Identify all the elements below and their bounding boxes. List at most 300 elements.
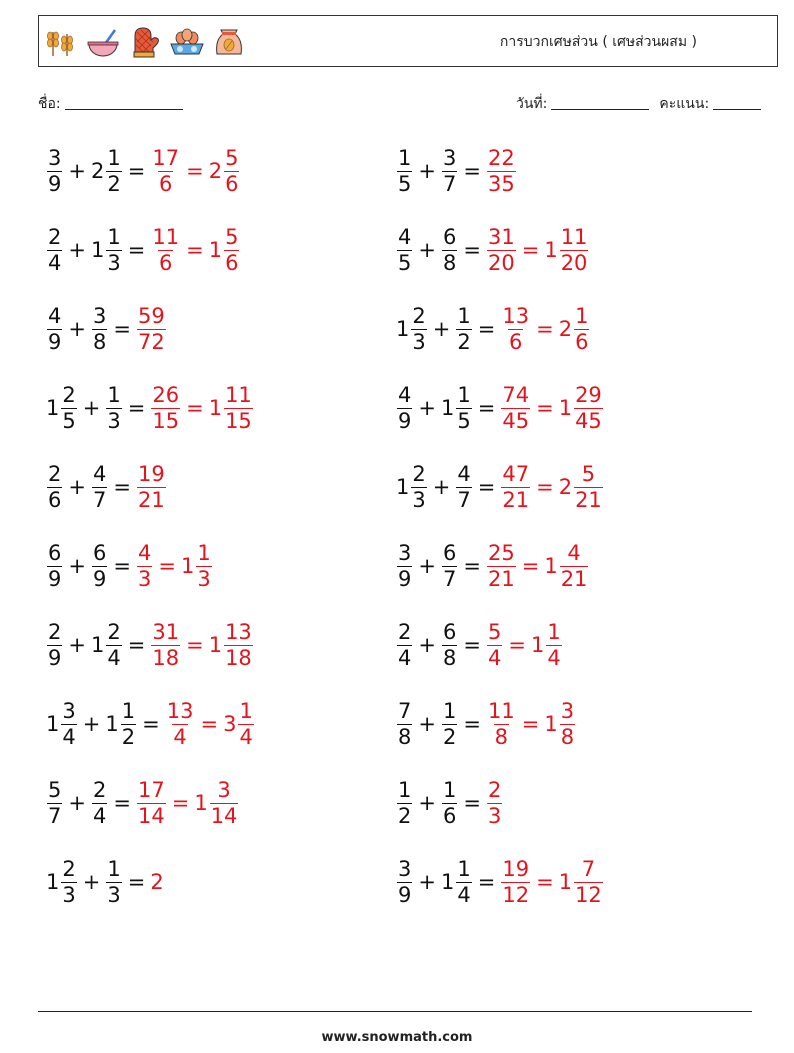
numerator: 1 [398, 145, 412, 170]
problem-row [396, 693, 576, 755]
answer [500, 461, 603, 512]
numerator: 5 [487, 619, 502, 644]
mixed-number [46, 619, 63, 670]
mixed-number [90, 619, 123, 670]
denominator: 18 [152, 645, 180, 670]
whole-part: 1 [396, 317, 410, 341]
mixed-number [46, 698, 78, 749]
mixed-number [150, 145, 181, 196]
name-blank[interactable] [65, 95, 183, 110]
numerator: 29 [575, 382, 602, 407]
mixed-number [396, 540, 413, 591]
numerator: 1 [398, 777, 412, 802]
numerator: 4 [48, 303, 62, 328]
fraction [92, 777, 107, 828]
mixed-number [500, 303, 531, 354]
denominator: 4 [107, 645, 121, 670]
fraction [106, 145, 121, 196]
plus-sign: + [418, 554, 436, 578]
equals-sign: = [113, 791, 131, 815]
denominator: 8 [442, 250, 457, 275]
denominator: 4 [487, 645, 502, 670]
numerator: 2 [48, 224, 62, 249]
whole-part: 1 [90, 238, 105, 262]
denominator: 72 [137, 329, 165, 354]
numerator: 4 [567, 540, 581, 565]
mixed-number [396, 303, 428, 354]
whole-part: 2 [150, 870, 164, 894]
plus-sign: + [418, 396, 436, 420]
date-label: วันที่: [516, 96, 548, 112]
fraction [106, 856, 121, 907]
fraction [106, 619, 121, 670]
fraction [397, 777, 412, 828]
plus-sign: + [418, 633, 436, 657]
equals-sign: = [113, 317, 131, 341]
denominator: 35 [487, 171, 515, 196]
fraction [560, 540, 589, 591]
fraction [166, 698, 195, 749]
numerator: 6 [48, 540, 62, 565]
denominator: 3 [137, 566, 152, 591]
whole-part: 1 [208, 396, 223, 420]
fraction [501, 856, 530, 907]
mixed-number [136, 303, 167, 354]
denominator: 18 [225, 645, 252, 670]
numerator: 1 [547, 619, 561, 644]
whole-part: 1 [105, 712, 119, 736]
numerator: 2 [412, 461, 426, 486]
numerator: 1 [107, 224, 121, 249]
whole-part: 3 [223, 712, 237, 736]
fraction [397, 382, 412, 433]
problem-row [46, 456, 167, 518]
numerator: 17 [152, 145, 180, 170]
fraction [92, 540, 107, 591]
denominator: 12 [502, 882, 530, 907]
mixed-number [46, 303, 63, 354]
equals-sign: = [127, 238, 146, 262]
fraction [47, 145, 62, 196]
numerator: 1 [107, 145, 121, 170]
numerator: 3 [398, 856, 412, 881]
numerator: 13 [225, 619, 252, 644]
plus-sign: + [68, 475, 86, 499]
numerator: 59 [137, 303, 165, 328]
problem-row [46, 140, 240, 202]
whole-part: 2 [208, 159, 223, 183]
mixed-number [500, 461, 531, 512]
answer [150, 382, 253, 433]
equals-sign: = [463, 159, 481, 183]
numerator: 5 [225, 145, 239, 170]
denominator: 2 [398, 803, 412, 828]
equals-sign: = [536, 475, 554, 499]
denominator: 15 [225, 408, 252, 433]
fraction [224, 224, 239, 275]
numerator: 1 [457, 856, 471, 881]
fraction [61, 382, 76, 433]
mixed-number [396, 698, 413, 749]
equals-sign: = [521, 554, 540, 578]
mixed-number [544, 698, 576, 749]
numerator: 22 [487, 145, 515, 170]
mixed-number [486, 619, 503, 670]
numerator: 5 [225, 224, 239, 249]
numerator: 11 [152, 224, 180, 249]
denominator: 4 [48, 250, 62, 275]
numerator: 6 [442, 540, 457, 565]
mixed-number [46, 856, 78, 907]
whole-part: 1 [90, 633, 105, 657]
mixed-number [208, 145, 241, 196]
numerator: 1 [442, 698, 457, 723]
mixed-number [136, 540, 153, 591]
fraction [224, 145, 239, 196]
numerator: 5 [581, 461, 596, 486]
mixed-number [500, 382, 531, 433]
fraction [47, 619, 62, 670]
numerator: 1 [442, 777, 457, 802]
fraction [574, 461, 603, 512]
whole-part: 2 [558, 475, 573, 499]
equals-sign: = [463, 712, 481, 736]
whole-part: 1 [46, 712, 60, 736]
fraction [137, 461, 166, 512]
denominator: 9 [398, 408, 412, 433]
plus-sign: + [418, 712, 436, 736]
fraction [456, 382, 471, 433]
mixed-number [91, 303, 108, 354]
fraction [574, 303, 589, 354]
equals-sign: = [521, 238, 540, 262]
fraction [106, 224, 121, 275]
mixed-number [165, 698, 196, 749]
mixed-number [544, 540, 589, 591]
mixed-number [558, 856, 604, 907]
numerator: 2 [487, 777, 502, 802]
mixed-number [46, 461, 63, 512]
fraction [442, 619, 457, 670]
fraction [47, 540, 62, 591]
denominator: 21 [137, 487, 165, 512]
mixed-number [194, 777, 239, 828]
fraction [442, 224, 457, 275]
name-label: ชื่อ: [38, 96, 61, 112]
mixed-number [46, 540, 63, 591]
problem-row [396, 851, 604, 913]
denominator: 3 [197, 566, 211, 591]
answer [500, 856, 603, 907]
footer-url: www.snowmath.com [321, 1030, 473, 1045]
numerator: 13 [166, 698, 194, 723]
whole-part: 1 [440, 870, 455, 894]
denominator: 7 [442, 171, 457, 196]
fraction [442, 145, 457, 196]
plus-sign: + [68, 554, 86, 578]
problem-row [46, 693, 255, 755]
problem-row [396, 614, 563, 676]
numerator: 7 [581, 856, 596, 881]
fraction [106, 382, 121, 433]
numerator: 2 [48, 461, 62, 486]
numerator: 4 [457, 461, 471, 486]
denominator: 5 [398, 171, 412, 196]
mixed-number [544, 224, 589, 275]
fraction [137, 540, 152, 591]
problem-row [46, 535, 213, 597]
denominator: 8 [442, 645, 457, 670]
numerator: 2 [48, 619, 62, 644]
fraction [397, 619, 412, 670]
mixed-number [530, 619, 563, 670]
denominator: 2 [107, 171, 121, 196]
name-field [38, 93, 183, 115]
fraction [397, 698, 412, 749]
plus-sign: + [68, 791, 86, 815]
equals-sign: = [127, 396, 146, 420]
fraction [137, 303, 166, 354]
denominator: 8 [560, 724, 575, 749]
date-blank[interactable] [551, 95, 649, 110]
numerator: 1 [107, 856, 121, 881]
worksheet-header [38, 15, 778, 67]
fraction [487, 224, 516, 275]
numerator: 47 [502, 461, 530, 486]
equals-sign: = [477, 475, 496, 499]
mixed-number [486, 777, 503, 828]
fraction [442, 698, 457, 749]
numerator: 13 [502, 303, 530, 328]
equals-sign: = [186, 396, 204, 420]
mixed-number [46, 382, 78, 433]
denominator: 4 [173, 724, 187, 749]
plus-sign: + [82, 870, 101, 894]
mixed-number [396, 382, 413, 433]
oven-mitt-icon [127, 24, 163, 60]
footer-divider [38, 1011, 752, 1012]
mixed-number [136, 461, 167, 512]
mixed-number [396, 619, 413, 670]
fraction [47, 224, 62, 275]
mixed-number [208, 382, 254, 433]
mixed-number [396, 224, 413, 275]
equals-sign: = [127, 633, 146, 657]
denominator: 2 [442, 724, 457, 749]
denominator: 14 [210, 803, 238, 828]
equals-sign: = [477, 870, 496, 894]
mixed-number [441, 698, 458, 749]
numerator: 2 [62, 382, 76, 407]
mixed-number [486, 224, 517, 275]
numerator: 4 [398, 382, 412, 407]
plus-sign: + [68, 159, 86, 183]
equals-sign: = [477, 396, 496, 420]
plus-sign: + [418, 238, 436, 262]
denominator: 8 [92, 329, 107, 354]
mixed-number [500, 856, 531, 907]
numerator: 3 [92, 303, 107, 328]
whole-part: 2 [558, 317, 573, 341]
equals-sign: = [536, 396, 554, 420]
fraction [121, 698, 136, 749]
denominator: 6 [225, 171, 239, 196]
fraction [456, 303, 471, 354]
fraction [487, 540, 516, 591]
denominator: 9 [48, 329, 62, 354]
mixed-number [440, 382, 473, 433]
numerator: 3 [217, 777, 231, 802]
numerator: 1 [197, 540, 211, 565]
whole-part: 1 [558, 870, 573, 894]
equals-sign: = [127, 870, 146, 894]
numerator: 3 [398, 540, 412, 565]
numerator: 11 [487, 698, 515, 723]
plus-sign: + [82, 396, 101, 420]
numerator: 4 [137, 540, 152, 565]
mixed-number [91, 540, 108, 591]
fraction [47, 303, 62, 354]
denominator: 4 [239, 724, 253, 749]
equals-sign: = [463, 554, 481, 578]
numerator: 1 [239, 698, 253, 723]
fraction [487, 619, 502, 670]
mixed-number [441, 540, 458, 591]
whole-part: 2 [90, 159, 105, 183]
plus-sign: + [68, 633, 86, 657]
numerator: 3 [442, 145, 457, 170]
fraction [210, 777, 239, 828]
score-blank[interactable] [713, 95, 761, 110]
problem-row [46, 614, 254, 676]
denominator: 9 [398, 882, 412, 907]
fraction [501, 303, 530, 354]
mixed-number [558, 303, 591, 354]
numerator: 26 [152, 382, 180, 407]
mixed-number [396, 461, 428, 512]
numerator: 2 [92, 777, 107, 802]
denominator: 6 [159, 171, 173, 196]
numerator: 2 [107, 619, 121, 644]
equals-sign: = [463, 791, 481, 815]
problem-row [46, 219, 240, 281]
denominator: 45 [575, 408, 602, 433]
denominator: 21 [487, 566, 515, 591]
denominator: 9 [48, 566, 62, 591]
numerator: 1 [107, 382, 121, 407]
problem-row [396, 456, 604, 518]
plus-sign: + [68, 317, 86, 341]
fraction [501, 461, 530, 512]
mixing-bowl-icon [85, 24, 121, 60]
mixed-number [440, 856, 473, 907]
denominator: 4 [398, 645, 412, 670]
denominator: 5 [398, 250, 412, 275]
plus-sign: + [432, 475, 451, 499]
fraction [397, 540, 412, 591]
fraction [397, 856, 412, 907]
equals-sign: = [158, 554, 176, 578]
problem-row [46, 298, 167, 360]
denominator: 3 [487, 803, 502, 828]
fraction [487, 145, 516, 196]
equals-sign: = [186, 238, 204, 262]
denominator: 20 [487, 250, 515, 275]
answer [486, 619, 563, 670]
fraction [196, 540, 211, 591]
plus-sign: + [418, 791, 436, 815]
plus-sign: + [418, 870, 436, 894]
mixed-number [150, 382, 181, 433]
denominator: 8 [398, 724, 412, 749]
problem-row [46, 772, 239, 834]
answer [150, 145, 240, 196]
numerator: 1 [457, 303, 471, 328]
numerator: 11 [225, 382, 252, 407]
mixed-number [91, 777, 108, 828]
denominator: 6 [442, 803, 457, 828]
fraction [574, 856, 603, 907]
denominator: 8 [494, 724, 509, 749]
mixed-number [455, 303, 472, 354]
fraction [224, 619, 253, 670]
answer [500, 382, 603, 433]
denominator: 20 [560, 250, 588, 275]
fraction [546, 619, 561, 670]
numerator: 2 [412, 303, 426, 328]
mixed-number [208, 224, 241, 275]
numerator: 4 [398, 224, 412, 249]
denominator: 5 [62, 408, 76, 433]
equals-sign: = [508, 633, 526, 657]
answer [486, 698, 576, 749]
score-label: คะแนน: [659, 96, 710, 112]
denominator: 2 [121, 724, 136, 749]
denominator: 6 [575, 329, 589, 354]
wheat-icon [43, 24, 79, 60]
numerator: 2 [62, 856, 76, 881]
answer [486, 777, 503, 828]
mixed-number [91, 461, 108, 512]
whole-part: 1 [208, 238, 223, 262]
fraction [456, 461, 471, 512]
eggs-icon [169, 24, 205, 60]
problem-row [396, 298, 590, 360]
answer [486, 540, 589, 591]
mixed-number [150, 619, 181, 670]
flour-sack-icon [211, 24, 247, 60]
numerator: 19 [502, 856, 530, 881]
answer [150, 619, 253, 670]
problem-row [396, 377, 604, 439]
equals-sign: = [127, 159, 146, 183]
numerator: 3 [48, 145, 62, 170]
denominator: 3 [412, 329, 426, 354]
fraction [151, 382, 180, 433]
whole-part: 1 [544, 238, 558, 262]
denominator: 21 [575, 487, 602, 512]
fraction [92, 461, 107, 512]
whole-part: 1 [544, 712, 558, 736]
denominator: 7 [442, 566, 457, 591]
denominator: 21 [502, 487, 530, 512]
denominator: 6 [48, 487, 62, 512]
mixed-number [150, 224, 181, 275]
equals-sign: = [186, 159, 204, 183]
denominator: 9 [398, 566, 412, 591]
denominator: 9 [48, 645, 62, 670]
mixed-number [558, 461, 604, 512]
